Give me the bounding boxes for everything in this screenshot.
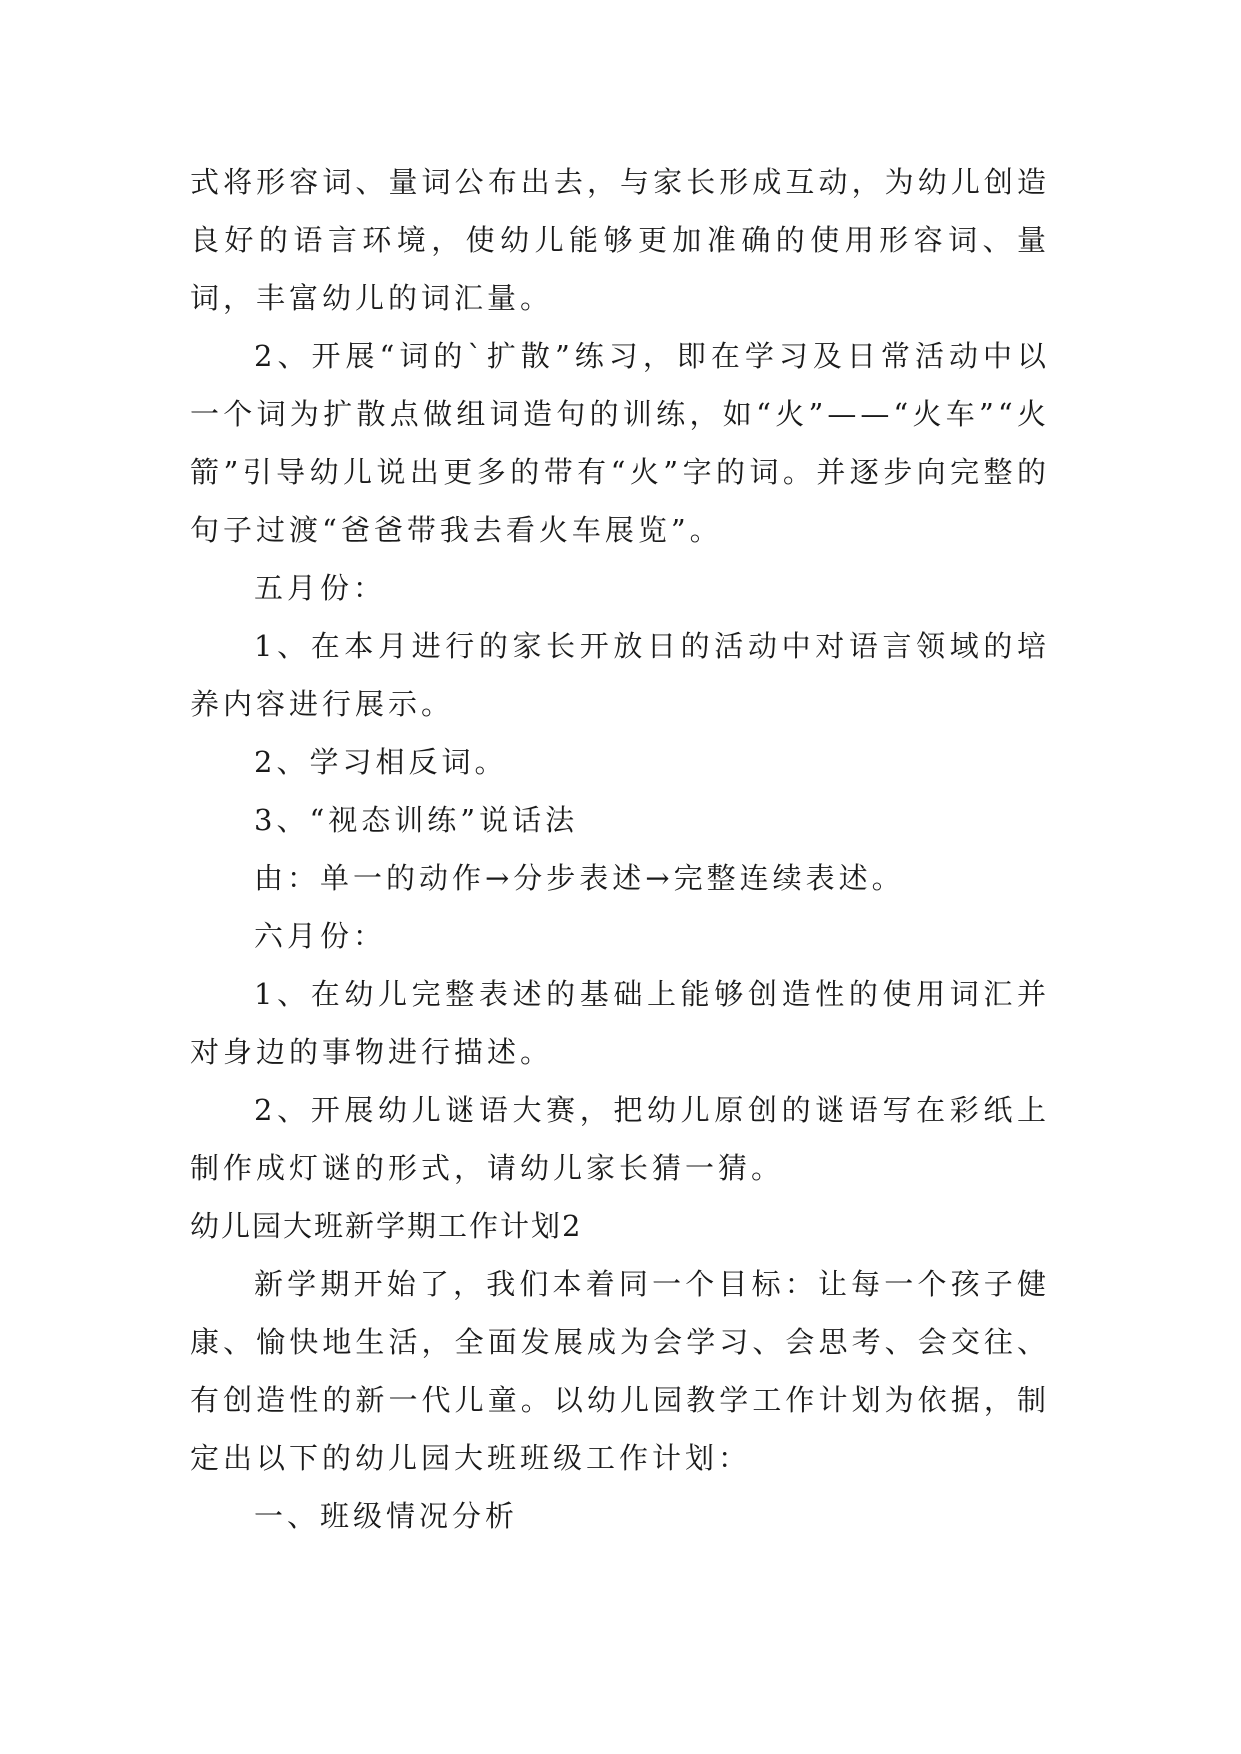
paragraph-may-item-3-detail: 由：单一的动作→分步表述→完整连续表述。 bbox=[254, 861, 905, 895]
paragraph-may-item-2: 2、学习相反词。 bbox=[254, 745, 508, 779]
paragraph-intro: 新学期开始了，我们本着同一个目标：让每一个孩子健康、愉快地生活，全面发展成为会学习、会思考、会交往、有创造性的新一代儿童。以幼儿园教学工作计划为依据，制定出以下的幼儿园大班班级工作计划： bbox=[190, 1267, 1050, 1475]
paragraph-continuation: 式将形容词、量词公布出去，与家长形成互动，为幼儿创造良好的语言环境，使幼儿能够更加准确的使用形容词、量词，丰富幼儿的词汇量。 bbox=[190, 165, 1050, 315]
heading-may: 五月份： bbox=[254, 571, 387, 605]
heading-class-analysis: 一、班级情况分析 bbox=[254, 1499, 519, 1533]
document-body bbox=[190, 153, 1050, 1545]
paragraph-word-expansion: 2、开展“词的`扩散”练习，即在学习及日常活动中以一个词为扩散点做组词造句的训练，如“火”——“火车”“火箭”引导幼儿说出更多的带有“火”字的词。并逐步向完整的句子过渡“爸爸带我去看火车展览”。 bbox=[190, 339, 1050, 547]
paragraph-june-item-2: 2、开展幼儿谜语大赛，把幼儿原创的谜语写在彩纸上制作成灯谜的形式，请幼儿家长猜一猜。 bbox=[190, 1093, 1050, 1185]
paragraph-june-item-1: 1、在幼儿完整表述的基础上能够创造性的使用词汇并对身边的事物进行描述。 bbox=[190, 977, 1050, 1069]
paragraph-may-item-3: 3、“视态训练”说话法 bbox=[254, 803, 579, 837]
heading-june: 六月份： bbox=[254, 919, 387, 953]
section-title: 幼儿园大班新学期工作计划2 bbox=[190, 1209, 583, 1243]
paragraph-may-item-1: 1、在本月进行的家长开放日的活动中对语言领域的培养内容进行展示。 bbox=[190, 629, 1050, 721]
